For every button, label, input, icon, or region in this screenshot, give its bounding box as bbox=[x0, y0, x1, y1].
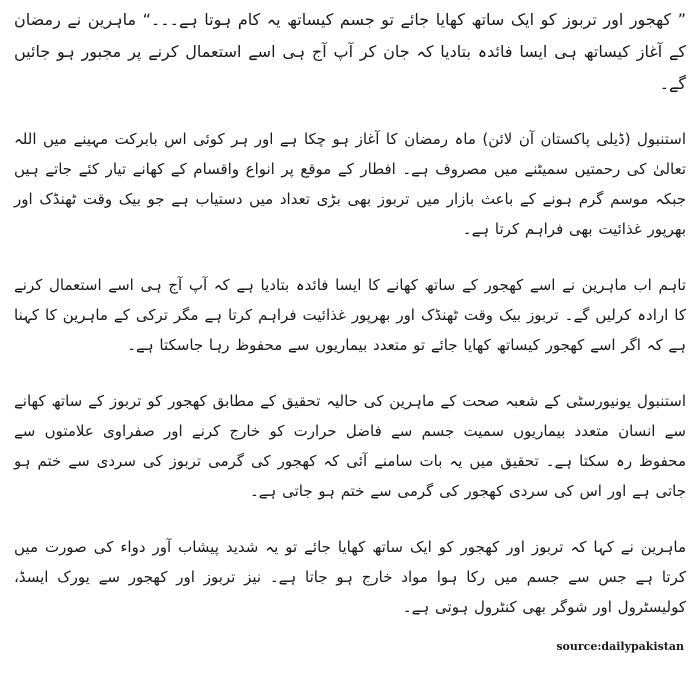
article-body bbox=[14, 4, 686, 636]
article-paragraph: تاہم اب ماہرین نے اسے کھجور کے ساتھ کھانے کا ایسا فائدہ بتادیا ہے کہ آپ آج ہی اسے استعمال کرنے کا ارادہ کرلیں گے۔ تربوز بیک وقت ٹھنڈک اور بھرپور غذائیت فراہم کرتا ہے مگر ترکی کے ماہرین کا کہنا ہے کہ اگر اسے کھجور کیساتھ کھایا جائے تو متعدد بیماریوں سے محفوظ رہا جاسکتا ہے۔ bbox=[14, 276, 686, 354]
article-paragraph: ماہرین نے کہا کہ تربوز اور کھجور کو ایک ساتھ کھایا جائے تو یہ شدید پیشاب آور دواء کی صورت میں کرتا ہے جس سے جسم میں رکا ہوا مواد خارج ہو جاتا ہے۔ نیز تربوز اور کھجور سے یورک ایسڈ، کولیسٹرول اور شوگر بھی کنٹرول ہوتی ہے۔ bbox=[14, 538, 686, 616]
article-paragraph: استنبول (ڈیلی پاکستان آن لائن) ماہ رمضان کا آغاز ہو چکا ہے اور ہر کوئی اس بابرکت مہینے میں اللہ تعالیٰ کی رحمتیں سمیٹنے میں مصروف ہے۔ افطار کے موقع پر انواع واقسام کے کھانے تیار کئے جاتے ہیں جبکہ موسم گرم ہونے کے باعث بازار میں تربوز بھی بڑی تعداد میں دستیاب ہے جو بیک وقت ٹھنڈک اور بھرپور غذائیت بھی فراہم کرتا ہے۔ bbox=[14, 130, 686, 238]
article-paragraph: استنبول یونیورسٹی کے شعبہ صحت کے ماہرین کی حالیہ تحقیق کے مطابق کھجور کو تربوز کے ساتھ کھانے سے انسان متعدد بیماریوں سمیت جسم سے فاضل حرارت کو خارج کرنے اور صفراوی علامتوں سے محفوظ رہ سکتا ہے۔ تحقیق میں یہ بات سامنے آئی کہ کھجور کی گرمی تربوز کی سردی سے ختم ہو جاتی ہے اور اس کی سردی کھجور کی گرمی سے ختم ہو جاتی ہے۔ bbox=[14, 392, 686, 500]
source-credit: source:dailypakistan bbox=[556, 640, 684, 653]
article-intro-paragraph: ” کھجور اور تربوز کو ایک ساتھ کھایا جائے تو جسم کیساتھ یہ کام ہوتا ہے۔۔۔“ ماہرین نے رمضان کے آغاز کیساتھ ہی ایسا فائدہ بتادیا کہ جان کر آپ آج ہی اسے استعمال کرنے پر مجبور ہو جائیں گے۔ bbox=[14, 10, 686, 93]
